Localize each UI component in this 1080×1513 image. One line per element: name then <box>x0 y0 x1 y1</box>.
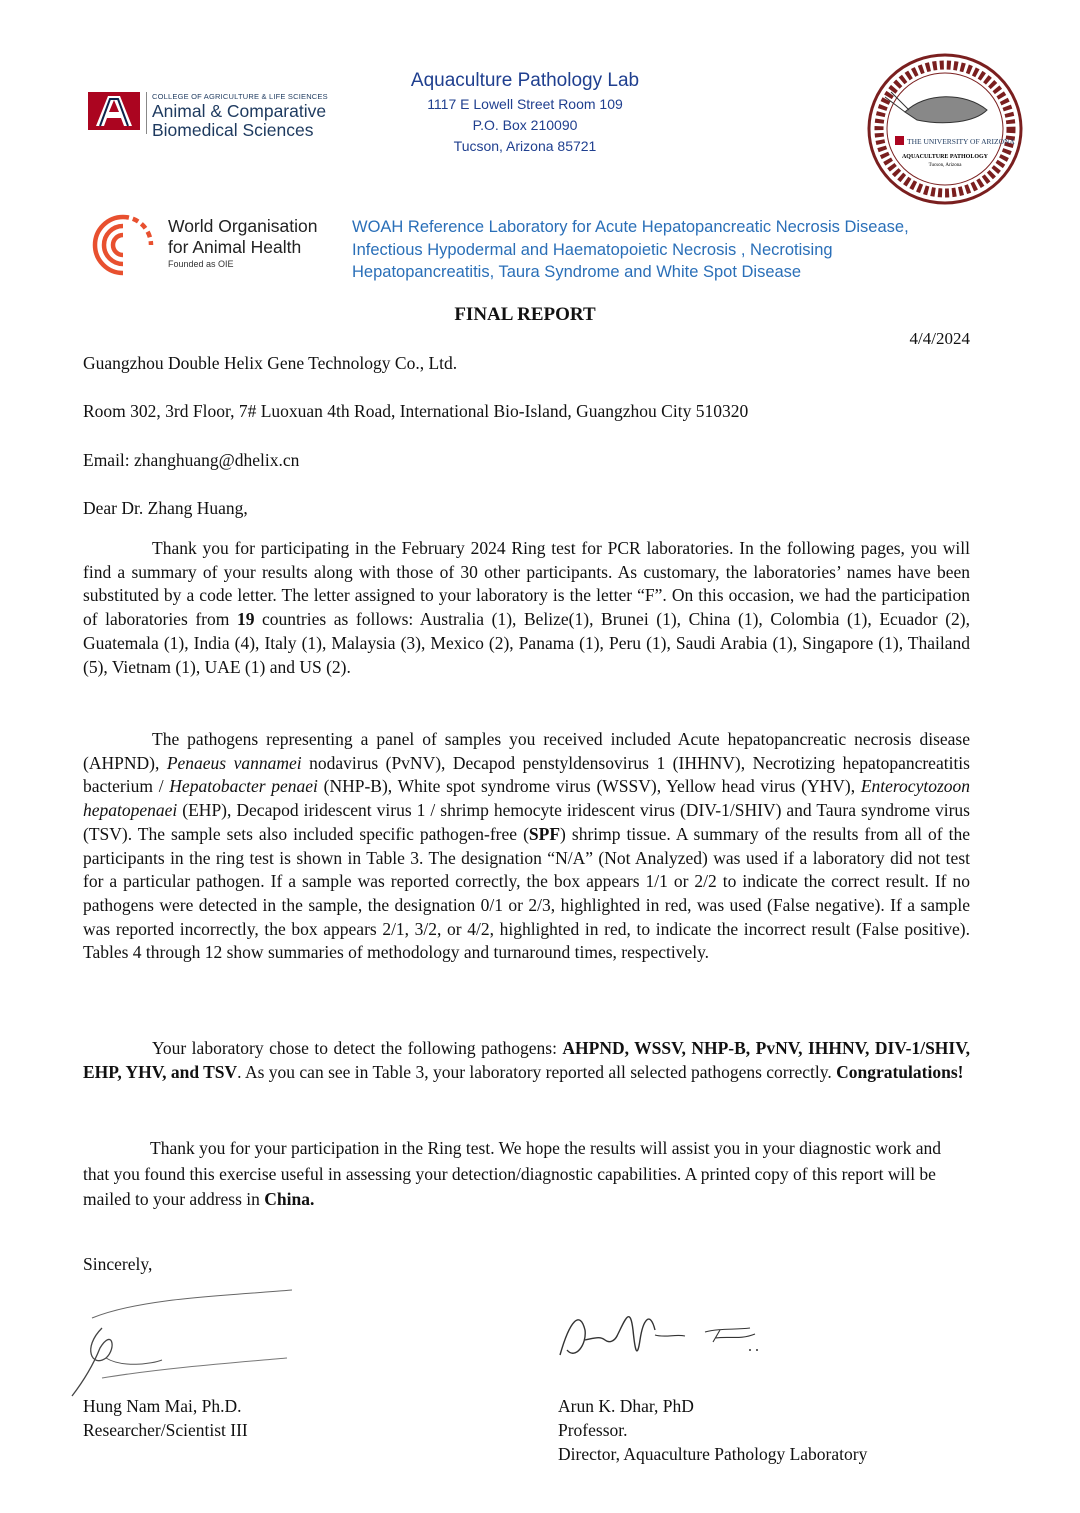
signatory-dhar <box>558 1394 867 1466</box>
signature-mai <box>62 1288 302 1398</box>
p1-text: Thank you for participating in the February 2024 Ring test for PCR laboratories. In the following pages, you will find a summary of your results along with those of 30 other participants. As customary, the laboratories’ names have been substituted by a code letter. The letter assigned to your laboratory is the letter “F”. On this occasion, we had the participation of laboratories from <box>83 538 970 630</box>
p2-text-d: (EHP), Decapod iridescent virus 1 / shrimp hemocyte iridescent virus (DIV-1/SHIV) and Taura syndrome virus (TSV). The sample sets also included specific pathogen-free ( <box>83 800 970 844</box>
seal-lab-text: AQUACULTURE PATHOLOGY <box>901 154 989 160</box>
report-title: FINAL REPORT <box>454 304 596 325</box>
lab-address-line-2: P.O. Box 210090 <box>472 117 578 133</box>
salutation: Dear Dr. Zhang Huang, <box>83 498 248 518</box>
signatory-title: Professor. <box>558 1420 628 1440</box>
lab-address-line-3: Tucson, Arizona 85721 <box>453 138 597 154</box>
woah-founded: Founded as OIE <box>168 259 234 269</box>
recipient-email: Email: zhanghuang@dhelix.cn <box>83 450 300 470</box>
paragraph-pathogens <box>83 728 970 965</box>
p2-species-1: Penaeus vannamei <box>166 752 302 773</box>
department-line-2: Biomedical Sciences <box>152 120 314 140</box>
lab-title: Aquaculture Pathology Lab <box>410 70 640 91</box>
lab-address-line-1: 1117 E Lowell Street Room 109 <box>427 96 623 112</box>
p3-text-a: Your laboratory chose to detect the following pathogens: <box>152 1038 563 1058</box>
university-of-arizona-logo <box>86 90 142 132</box>
p2-species-2: Hepatobacter penaei <box>169 776 318 797</box>
signatory-title-2: Director, Aquaculture Pathology Laboratory <box>558 1444 868 1464</box>
woah-ref-line-1: WOAH Reference Laboratory for Acute Hepatopancreatic Necrosis Disease, <box>352 218 909 236</box>
woah-name-line-2: for Animal Health <box>168 237 302 257</box>
woah-ref-line-2: Infectious Hypodermal and Haematopoietic Necrosis , Necrotising <box>352 240 833 259</box>
paragraph-participation <box>83 537 970 679</box>
p3-text-b: . As you can see in Table 3, your laboratory reported all selected pathogens correctly. <box>237 1061 837 1082</box>
congratulations: Congratulations! <box>836 1061 964 1082</box>
paragraph-results <box>83 1037 970 1084</box>
p2-text-a: The pathogens representing a panel of samples you received included Acute hepatopancreatic necrosis disease (AHPND), <box>83 729 970 773</box>
seal-university-text: THE UNIVERSITY OF ARIZONA <box>907 137 1015 146</box>
department-line-1: Animal & Comparative <box>152 101 327 121</box>
selected-pathogens: AHPND, WSSV, NHP-B, PvNV, IHHNV, DIV-1/SHIV, EHP, YHV, and TSV <box>83 1038 970 1082</box>
seal-city-text: Tucson, Arizona <box>928 163 962 168</box>
p2-text-e: ) shrimp tissue. A summary of the results from all of the participants in the ring test is shown in Table 3. The designation “N/A” (Not Analyzed) was used if a laboratory did not test for a particular pathogen. If a sample was reported correctly, the box appears 1/1 or 2/2 to indicate the correct result. If no pathogens were detected in the sample, the designation 0/1 or 2/3, highlighted in red, was used (False negative). If a sample was reported incorrectly, the box appears 2/1, 3/2, or 4/2, highlighted in red, to indicate the incorrect result (False positive). Tables 4 through 12 show summaries of methodology and turnaround times, respectively. <box>83 823 970 963</box>
college-name: COLLEGE OF AGRICULTURE & LIFE SCIENCES <box>152 92 328 101</box>
p2-text-c: (NHP-B), White spot syndrome virus (WSSV), Yellow head virus (YHV), <box>317 776 861 797</box>
department-name <box>152 102 326 140</box>
aquaculture-pathology-seal <box>865 52 1025 207</box>
p4-text: Thank you for your participation in the Ring test. We hope the results will assist you in your diagnostic work and that you found this exercise useful in assessing your detection/diagnostic capabilities. A printed copy of this report will be mailed to your address in <box>83 1138 941 1209</box>
closing: Sincerely, <box>83 1254 153 1274</box>
mail-country: China. <box>264 1189 315 1209</box>
woah-ref-line-3: Hepatopancreatitis, Taura Syndrome and White Spot Disease <box>352 263 802 281</box>
woah-logo <box>90 212 156 278</box>
woah-name-line-1: World Organisation <box>168 216 318 236</box>
recipient-company: Guangzhou Double Helix Gene Technology Co., Ltd. <box>83 353 458 373</box>
signatory-name: Arun K. Dhar, PhD <box>558 1396 694 1416</box>
p2-text-b: nodavirus (PvNV), Decapod penstyldensovirus 1 (IHHNV), Necrotizing hepatopancreatitis bacterium / <box>83 752 970 797</box>
woah-reference-lab <box>352 216 992 284</box>
logo-divider <box>146 92 147 134</box>
woah-name <box>168 216 317 258</box>
report-date: 4/4/2024 <box>909 329 970 348</box>
p2-spf: SPF <box>528 823 561 844</box>
p1-text-end: countries as follows: Australia (1), Belize(1), Brunei (1), China (1), Colombia (1), Ecuador (2), Guatemala (1), India (4), Italy (1), Malaysia (3), Mexico (2), Panama (1), Peru (1), Saudi Arabia (1), Singapore (1), Thailand (5), Vietnam (1), UAE (1) and US (2). <box>83 609 970 677</box>
paragraph-thanks <box>83 1136 970 1213</box>
recipient-address-text: Room 302, 3rd Floor, 7# Luoxuan 4th Road, International Bio-Island, Guangzhou City 510320 <box>83 401 749 421</box>
country-count: 19 <box>236 609 255 630</box>
p2-species-3: Enterocytozoon hepatopenaei <box>83 776 971 821</box>
signatory-mai <box>83 1394 248 1442</box>
lab-letterhead <box>380 68 670 157</box>
signatory-name: Hung Nam Mai, Ph.D. <box>83 1396 242 1416</box>
recipient-address <box>83 400 748 424</box>
signature-dhar <box>555 1300 795 1375</box>
signatory-title: Researcher/Scientist III <box>83 1420 248 1440</box>
